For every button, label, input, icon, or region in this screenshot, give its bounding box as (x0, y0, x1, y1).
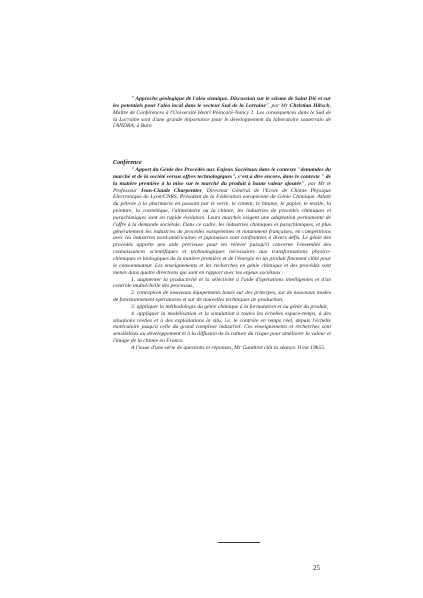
geology-talk-paragraph (113, 96, 331, 130)
conference-intro (113, 167, 331, 277)
geology-body: , Maître de Conférences à l'Université Henri Poincaré-Nancy 1. Les conséquences dans le Sud de la Lorraine sont d'une grande importance pour le développement du laboratoire souterrain de l'ANDRA, à Bure. (113, 102, 332, 130)
closing-paragraph: A l'issue d'une série de questions et réponses, Mr Gauthrot clôt la séance. Il est 19h55. (131, 344, 326, 351)
conference-body: , Directeur Général de l'Ecole de Chimie Physique Electronique de Lyon/CNRS, Président de la Fédération européenne de Génie Chimique. Allant du pétrole à la pharmacie en passant par le verre, le ciment, le bitume, le papier, le textile, la peinture, la cosmétique, l'alimentaire ou la chimie, les industries de procédés chimiques et parachimiques sont en rapide évolution. Leurs marchés exigent une adaptation permanente de l'offre à la demande sociétale. Dans ce cadre, les industries chimiques et parachimiques, et plus généralement les industries de procédés européennes et notamment françaises, en compétitions avec les industries nord-américaines et japonaises sont confrontées à divers défis. Le génie des procédés apporte une aide précieuse pour les relever puisqu'il concerne l'ensemble des connaissances scientifiques et technologiques nécessaires aux transformations physico-chimiques et biologiques de la matière première et de l'énergie en un produit finement ciblé pour le consommateur. Les enseignements et les recherches en génie chimique et des procédés sont menés dans quatre directions qui sont en rapport avec les enjeux sociétaux : (113, 187, 331, 276)
list-item: 2. conception de nouveaux équipements basés sur des principes, sur de nouveaux modes de fonctionnement opératoires et sur de nouvelles techniques de production, (113, 290, 331, 304)
conference-speaker: Jean-Claude Charpentier (140, 187, 202, 194)
section-divider (218, 542, 260, 543)
geology-speaker: Christian Hibsch (289, 102, 330, 109)
conference-heading: Conférence (113, 160, 142, 166)
geology-by: ", par Mr (265, 102, 288, 109)
geology-talk-title: " Approche géologique de l'aléa sismique. Discussion sur le séisme de Saint Dié et sur les potentiels pour l'aléa local dans le secteur Sud de la Lorraine (113, 96, 331, 109)
page-number: 25 (313, 564, 320, 572)
list-item: 3. appliquer la méthodologie du génie chimique à la formulation et au génie du produit, (131, 303, 329, 310)
conference-title: " Apport du Génie des Procédés aux Enjeux Sociétaux dans le contexte "demandes du marché et de la société versus offres technologiques", c'est à dire encore, dans le contexte " de la matière première à la mise sur le marché du produit à haute valeur ajoutée" (113, 167, 331, 187)
list-item: 1. augmenter la productivité et la sélectivité à l'aide d'opérations intelligentes et d'un contrôle multiéchelle des processus, (113, 276, 331, 290)
conference-section (113, 160, 331, 352)
list-item: 4. appliquer la modélisation et la simulation à toutes les échelles espace-temps, à des situations réelles et à des exploitations in situ, i.e. le contrôle en temps réel, depuis l'échelle moléculaire jusqu'à celle du grand complexe industriel. Ces enseignements et recherches sont sensibilisés au développement et à la diffusion de la culture du risque pour améliorer la valeur et l'image de la chimie en France. (113, 310, 331, 345)
conference-by: , par Mr le Professeur (113, 180, 331, 194)
